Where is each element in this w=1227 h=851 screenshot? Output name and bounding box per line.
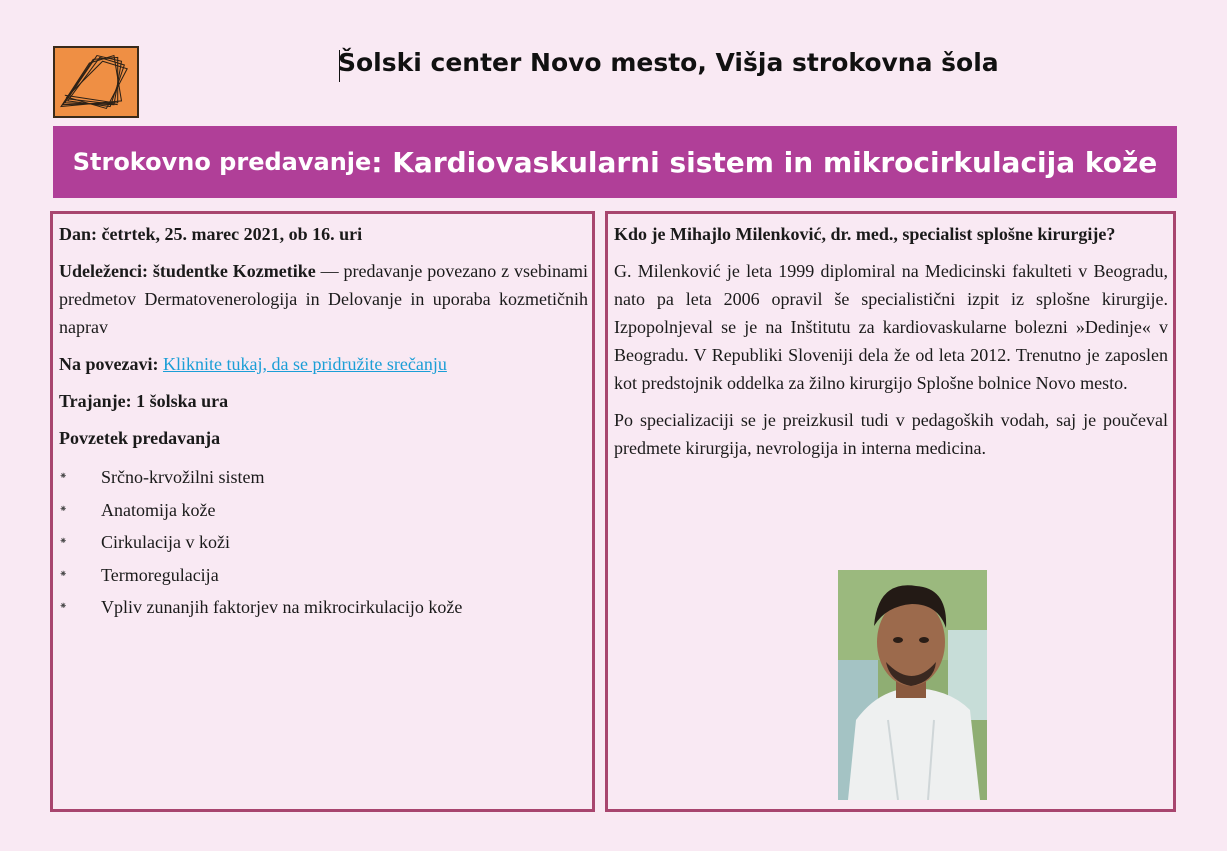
event-details-panel xyxy=(50,211,595,812)
school-title: Šolski center Novo mesto, Višja strokovna šola xyxy=(338,48,999,77)
event-date-text: Dan: četrtek, 25. marec 2021, ob 16. uri xyxy=(59,224,363,244)
summary-heading-text: Povzetek predavanja xyxy=(59,428,221,448)
speaker-question xyxy=(614,220,1168,248)
bullet-icon: ⁕ xyxy=(59,503,68,515)
list-item xyxy=(59,526,588,559)
bullet-icon: ⁕ xyxy=(59,536,68,547)
bullet-icon: ⁕ xyxy=(59,601,68,612)
event-participants xyxy=(59,257,588,341)
summary-heading xyxy=(59,424,588,452)
duration-text: Trajanje: 1 šolska ura xyxy=(59,391,229,411)
list-item xyxy=(59,494,588,527)
list-item xyxy=(59,461,588,494)
event-link-row xyxy=(59,350,588,378)
participants-text: — predavanje povezano z vsebinami predmetov Dermatovenerologija in Delovanje in uporaba kozmetičnih naprav xyxy=(59,261,588,337)
speaker-question-text: Kdo je Mihajlo Milenković, dr. med., specialist splošne kirurgije? xyxy=(614,224,1116,244)
speaker-photo xyxy=(838,570,987,800)
topic-label: Srčno-krvožilni sistem xyxy=(101,467,265,487)
event-duration xyxy=(59,387,588,415)
topic-label: Termoregulacija xyxy=(101,564,219,585)
bullet-icon: ⁕ xyxy=(59,471,68,482)
triangle-logo-icon xyxy=(55,48,137,116)
lecture-banner xyxy=(53,126,1177,198)
event-date xyxy=(59,220,588,248)
topic-list xyxy=(59,461,588,624)
speaker-bio-1: G. Milenković je leta 1999 diplomiral na Medicinski fakulteti v Beogradu, nato pa leta 2006 opravil še specialistični izpit iz splošne kirurgije. Izpopolnjeval se je na Inštitutu za kardiovaskularne bolezni »Dedinje« v Beogradu. V Republiki Sloveniji dela že od leta 2012. Trenutno je zaposlen kot predstojnik oddelka za žilno kirurgijo Splošne bolnice Novo mesto. xyxy=(614,261,1168,393)
topic-label: Vpliv zunanjih faktorjev na mikrocirkulacijo kože xyxy=(101,597,463,617)
list-item xyxy=(59,559,588,592)
speaker-bio-2: Po specializaciji se je preizkusil tudi v pedagoških vodah, saj je poučeval predmete kirurgija, nevrologija in interna medicina. xyxy=(614,410,1168,458)
bullet-icon: ⁕ xyxy=(59,568,68,580)
participants-label: Udeleženci: študentke Kozmetike xyxy=(59,261,316,281)
topic-label: Anatomija kože xyxy=(101,499,216,520)
school-logo xyxy=(53,46,139,118)
link-label: Na povezavi: xyxy=(59,354,159,374)
banner-title: : Kardiovaskularni sistem in mikrocirkulacija kože xyxy=(371,145,1158,179)
banner-prefix: Strokovno predavanje xyxy=(72,148,372,176)
list-item xyxy=(59,591,588,624)
topic-label: Cirkulacija v koži xyxy=(101,532,230,552)
join-meeting-link[interactable]: Kliknite tukaj, da se pridružite srečanju xyxy=(162,354,447,374)
